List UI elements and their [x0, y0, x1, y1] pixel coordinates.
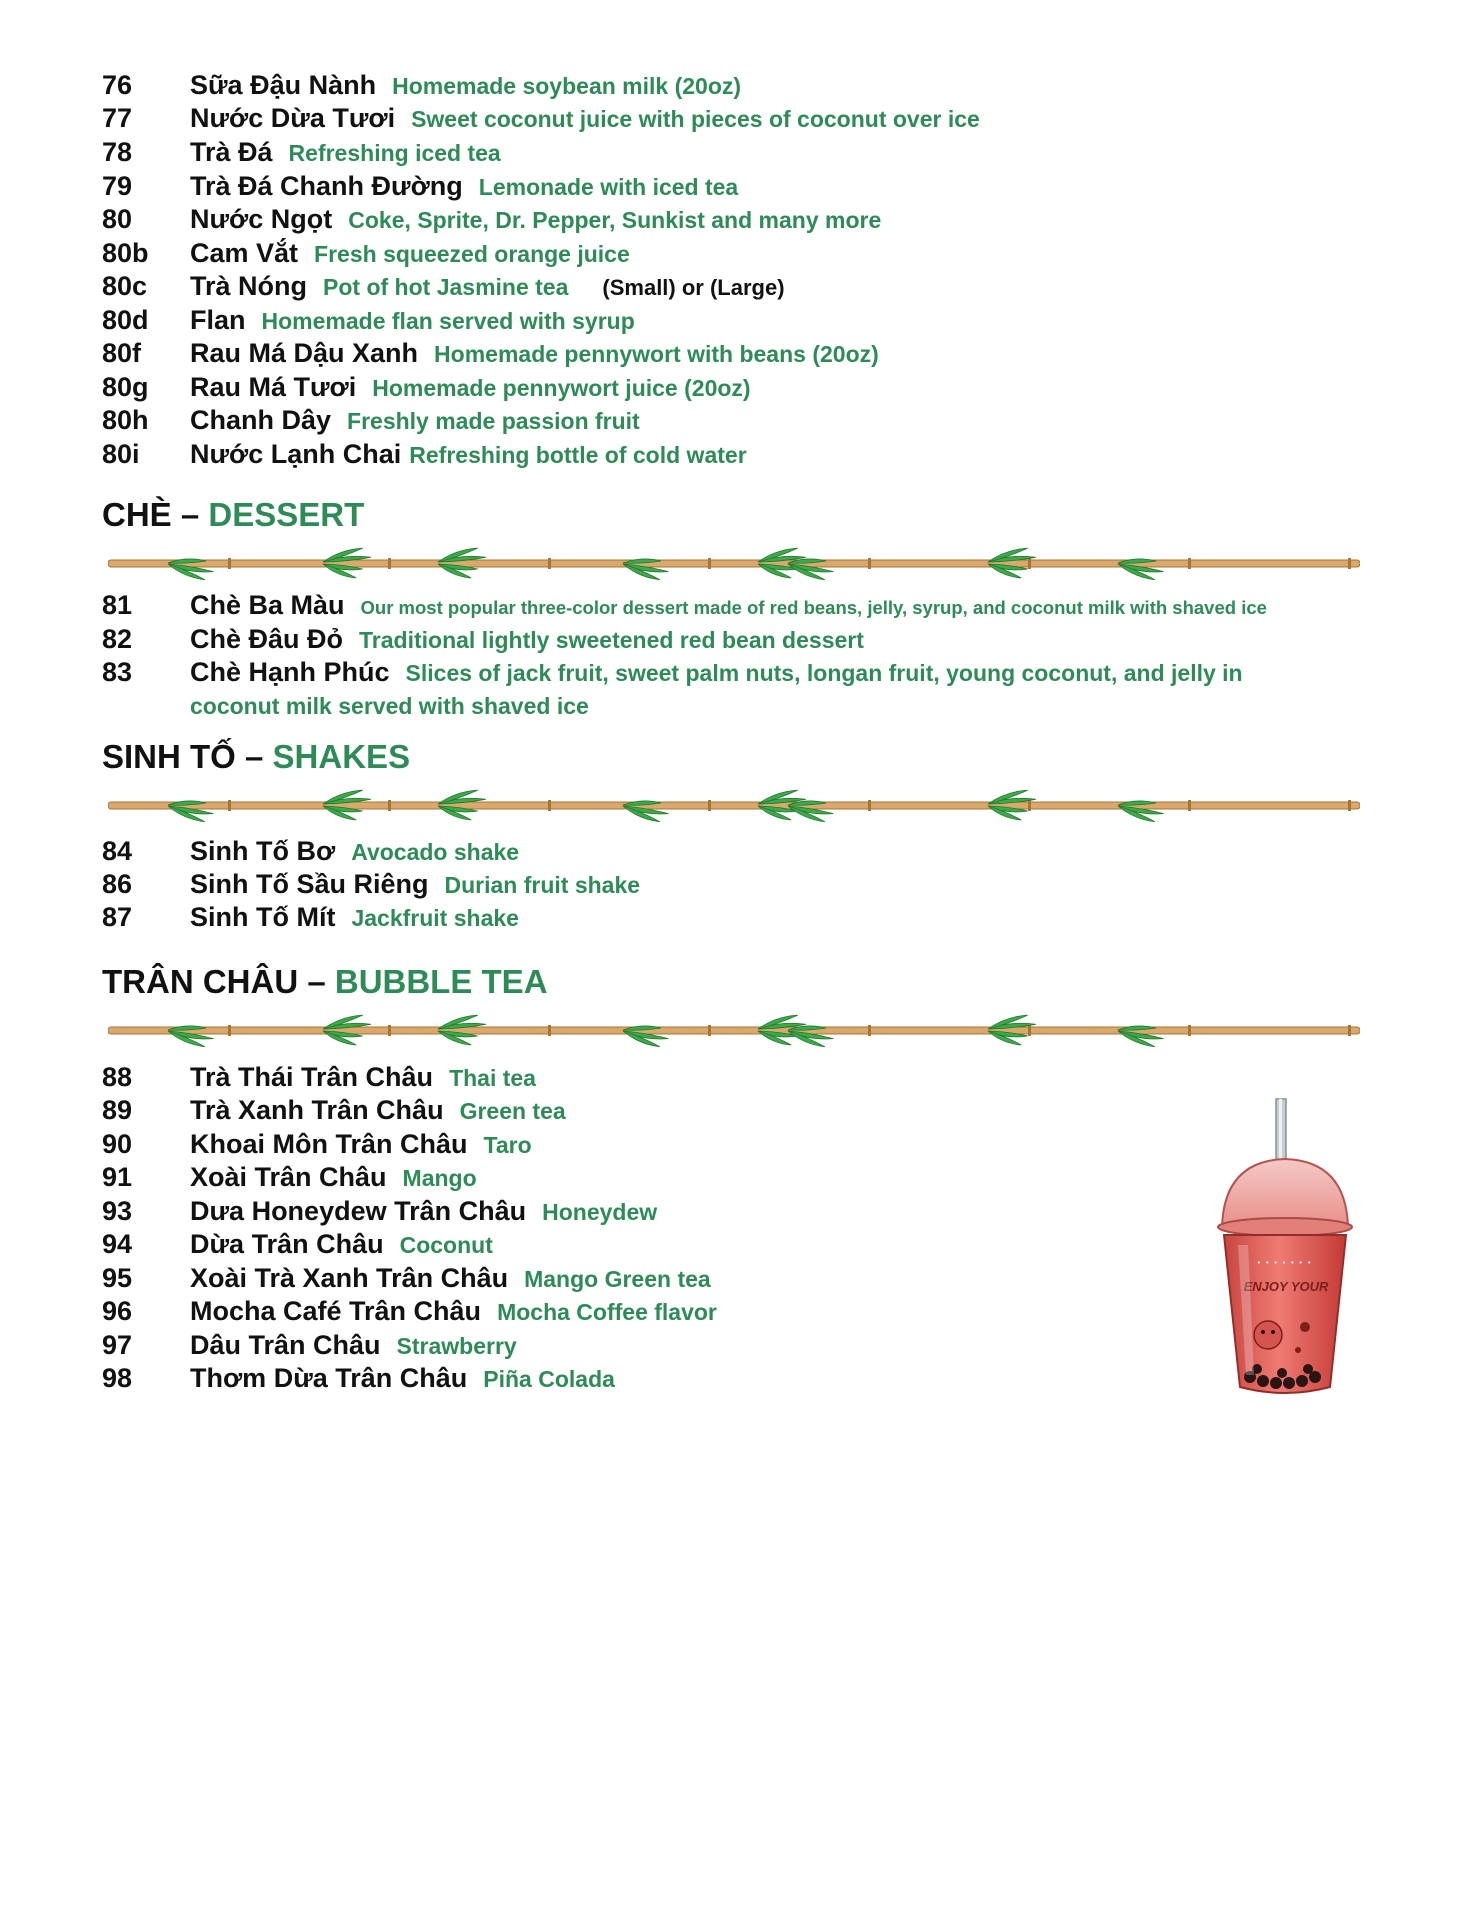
bamboo-node	[388, 800, 391, 811]
item-number: 83	[102, 657, 133, 687]
item-number: 96	[102, 1296, 133, 1326]
section-title-dash: –	[180, 496, 200, 533]
item-description: Lemonade with iced tea	[478, 174, 739, 200]
bamboo-node	[548, 558, 551, 569]
item-name: Trà Thái Trân Châu	[190, 1062, 434, 1092]
section-title-en: SHAKES	[272, 738, 411, 775]
menu-item	[102, 624, 864, 656]
section-title-vn: CHÈ	[102, 496, 172, 533]
item-description: Durian fruit shake	[444, 872, 641, 898]
bamboo-node	[1348, 558, 1351, 569]
bamboo-node	[868, 1025, 871, 1036]
item-description: Fresh squeezed orange juice	[314, 241, 630, 267]
item-name: Thơm Dừa Trân Châu	[190, 1363, 468, 1393]
menu-item	[102, 1095, 566, 1127]
item-description: Honeydew	[542, 1199, 658, 1225]
bamboo-node	[868, 800, 871, 811]
item-number: 86	[102, 869, 133, 899]
item-number: 78	[102, 137, 133, 167]
menu-item	[102, 171, 738, 203]
item-name: Sinh Tố Sầu Riêng	[190, 869, 429, 899]
bamboo-node	[228, 558, 231, 569]
menu-item	[102, 1129, 532, 1161]
section-title-dash: –	[245, 738, 264, 775]
item-description: Homemade flan served with syrup	[261, 308, 635, 334]
menu-item	[102, 1296, 717, 1328]
menu-item	[102, 590, 1267, 622]
item-number: 90	[102, 1129, 133, 1159]
item-name: Trà Xanh Trân Châu	[190, 1095, 444, 1125]
item-name: Trà Nóng	[190, 271, 308, 301]
menu-item	[102, 439, 747, 471]
item-description: Refreshing bottle of cold water	[409, 442, 747, 468]
item-number: 98	[102, 1363, 133, 1393]
item-description: Freshly made passion fruit	[347, 408, 640, 434]
item-number: 88	[102, 1062, 133, 1092]
menu-item	[102, 305, 635, 337]
item-description: Pot of hot Jasmine tea	[323, 274, 569, 300]
menu-item	[102, 869, 640, 901]
menu-item	[102, 1229, 493, 1261]
item-number: 79	[102, 171, 133, 201]
section-title-shakes	[102, 738, 410, 776]
item-description: Mocha Coffee flavor	[497, 1299, 717, 1325]
item-description: Mango Green tea	[524, 1266, 711, 1292]
menu-item	[102, 271, 785, 303]
item-description: Our most popular three-color dessert made of red beans, jelly, syrup, and coconut milk with shaved ice	[360, 597, 1267, 618]
item-number: 80h	[102, 405, 149, 435]
bamboo-node	[1028, 1025, 1031, 1036]
menu-item	[102, 1196, 657, 1228]
item-description: Refreshing iced tea	[288, 140, 501, 166]
item-name: Flan	[190, 305, 246, 335]
item-number: 80	[102, 204, 133, 234]
item-number: 82	[102, 624, 133, 654]
item-name: Dưa Honeydew Trân Châu	[190, 1196, 527, 1226]
section-title-dessert	[102, 496, 364, 534]
bamboo-node	[228, 800, 231, 811]
cup-decoration: • • • • • • •	[1257, 1260, 1313, 1267]
item-number: 80c	[102, 271, 148, 301]
bamboo-stalk	[108, 1027, 1360, 1034]
menu-item	[102, 238, 630, 270]
bamboo-node	[1028, 558, 1031, 569]
item-number: 81	[102, 590, 133, 620]
section-title-en: DESSERT	[208, 496, 365, 533]
item-description: Sweet coconut juice with pieces of coconut over ice	[411, 106, 980, 132]
bamboo-node	[1348, 800, 1351, 811]
menu-item	[102, 1062, 536, 1094]
item-name: Trà Đá	[190, 137, 273, 167]
item-description-continued: coconut milk served with shaved ice	[190, 693, 589, 719]
item-name: Chanh Dây	[190, 405, 332, 435]
item-number: 76	[102, 70, 133, 100]
bamboo-stalk	[108, 560, 1360, 567]
item-number: 80f	[102, 338, 142, 368]
section-title-vn: SINH TỐ	[102, 738, 236, 775]
item-number: 80i	[102, 439, 140, 469]
item-name: Dâu Trân Châu	[190, 1330, 381, 1360]
bamboo-node	[1188, 800, 1191, 811]
item-name: Nước Lạnh Chai	[190, 439, 402, 469]
item-name: Dừa Trân Châu	[190, 1229, 384, 1259]
item-name: Sinh Tố Mít	[190, 902, 336, 932]
bamboo-node	[548, 800, 551, 811]
bamboo-node	[1028, 800, 1031, 811]
item-name: Sữa Đậu Nành	[190, 70, 377, 100]
bamboo-divider	[108, 1001, 1360, 1061]
bamboo-divider	[108, 534, 1360, 594]
menu-item	[102, 836, 519, 868]
item-description: Jackfruit shake	[351, 905, 519, 931]
item-name: Chè Hạnh Phúc	[190, 657, 390, 687]
item-name: Rau Má Tươi	[190, 372, 357, 402]
section-title-dash: –	[307, 963, 326, 1000]
menu-item	[102, 902, 519, 934]
item-number: 87	[102, 902, 133, 932]
item-name: Mocha Café Trân Châu	[190, 1296, 482, 1326]
section-title-vn: TRÂN CHÂU	[102, 963, 299, 1000]
item-description: Mango	[402, 1165, 477, 1191]
item-name: Khoai Môn Trân Châu	[190, 1129, 468, 1159]
menu-item	[102, 1162, 477, 1194]
item-number: 80g	[102, 372, 149, 402]
menu-item	[102, 338, 879, 370]
item-description: Homemade pennywort with beans (20oz)	[434, 341, 879, 367]
bamboo-node	[708, 558, 711, 569]
bamboo-stalk	[108, 802, 1360, 809]
bamboo-node	[1188, 1025, 1191, 1036]
menu-item	[102, 137, 501, 169]
menu-item	[102, 70, 741, 102]
menu-item	[102, 204, 881, 236]
item-size-options: (Small) or (Large)	[602, 275, 785, 300]
item-description: Thai tea	[449, 1065, 536, 1091]
bamboo-node	[388, 1025, 391, 1036]
item-name: Sinh Tố Bơ	[190, 836, 336, 866]
menu-item	[102, 372, 751, 404]
item-name: Nước Ngọt	[190, 204, 333, 234]
item-description: Avocado shake	[351, 839, 520, 865]
bamboo-node	[1188, 558, 1191, 569]
item-description: Homemade soybean milk (20oz)	[392, 73, 742, 99]
menu-item	[102, 1330, 517, 1362]
item-description: Coconut	[399, 1232, 493, 1258]
item-description: Taro	[483, 1132, 532, 1158]
item-number: 80d	[102, 305, 149, 335]
item-description: Piña Colada	[483, 1366, 615, 1392]
menu-item	[102, 1263, 711, 1295]
item-description: Traditional lightly sweetened red bean dessert	[359, 627, 864, 653]
bubble-tea-cup-image	[1210, 1095, 1360, 1410]
menu-item	[102, 405, 640, 437]
bamboo-node	[228, 1025, 231, 1036]
item-name: Trà Đá Chanh Đường	[190, 171, 463, 201]
item-description: Slices of jack fruit, sweet palm nuts, longan fruit, young coconut, and jelly in	[405, 660, 1243, 686]
item-description: Homemade pennywort juice (20oz)	[372, 375, 751, 401]
menu-item	[102, 657, 1243, 689]
bamboo-node	[868, 558, 871, 569]
item-number: 95	[102, 1263, 133, 1293]
item-name: Xoài Trân Châu	[190, 1162, 387, 1192]
item-number: 91	[102, 1162, 133, 1192]
bamboo-divider	[108, 776, 1360, 836]
bamboo-node	[388, 558, 391, 569]
bamboo-node	[1348, 1025, 1351, 1036]
item-number: 84	[102, 836, 133, 866]
item-name: Chè Ba Màu	[190, 590, 345, 620]
menu-item	[102, 1363, 615, 1395]
section-title-bubble-tea	[102, 963, 548, 1001]
item-name: Cam Vắt	[190, 238, 299, 268]
item-name: Chè Đâu Đỏ	[190, 624, 344, 654]
item-number: 94	[102, 1229, 133, 1259]
bamboo-node	[548, 1025, 551, 1036]
cup-label-text: ENJOY YOUR	[1243, 1279, 1329, 1294]
item-name: Nước Dừa Tươi	[190, 103, 396, 133]
item-number: 97	[102, 1330, 133, 1360]
item-description: Strawberry	[396, 1333, 517, 1359]
item-number: 80b	[102, 238, 149, 268]
menu-item	[102, 103, 980, 135]
bamboo-node	[708, 1025, 711, 1036]
item-description: Green tea	[459, 1098, 566, 1124]
item-name: Rau Má Dậu Xanh	[190, 338, 419, 368]
item-number: 93	[102, 1196, 133, 1226]
bamboo-node	[708, 800, 711, 811]
item-number: 89	[102, 1095, 133, 1125]
item-description: Coke, Sprite, Dr. Pepper, Sunkist and many more	[348, 207, 882, 233]
section-title-en: BUBBLE TEA	[334, 963, 548, 1000]
item-number: 77	[102, 103, 133, 133]
item-name: Xoài Trà Xanh Trân Châu	[190, 1263, 509, 1293]
